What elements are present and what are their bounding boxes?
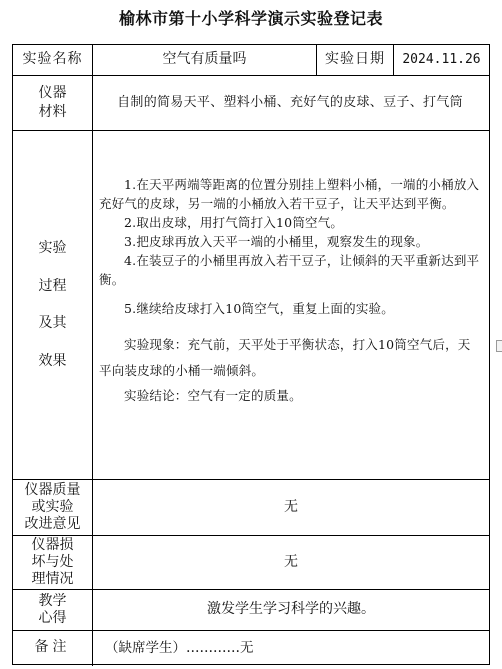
remark-value: （缺席学生）…………无 (105, 639, 254, 656)
reflection-value: 激发学生学习科学的兴趣。 (207, 601, 375, 618)
form-title: 榆林市第十小学科学演示实验登记表 (118, 9, 383, 28)
quality-label: 仪器质量 或实验 改进意见 (24, 482, 81, 532)
quality-value: 无 (284, 498, 298, 515)
damage-value: 无 (284, 553, 298, 570)
process-step: 1.在天平两端等距离的位置分别挂上塑料小桶，一端的小桶放入充好气的皮球，另一端的小桶放入若干豆子，让天平达到平衡。 (99, 177, 480, 211)
registration-table (12, 44, 490, 665)
equipment-value: 自制的简易天平、塑料小桶、充好气的皮球、豆子、打气筒 (117, 95, 463, 110)
experiment-name-value: 空气有质量吗 (162, 51, 247, 68)
process-step: 2.取出皮球，用打气筒打入10筒空气。 (124, 215, 344, 230)
equipment-label: 仪器 材料 (38, 84, 67, 120)
experiment-name-label: 实验名称 (22, 51, 83, 68)
experiment-date-label: 实验日期 (325, 51, 385, 68)
process-step: 4.在装豆子的小桶里再放入若干豆子，让倾斜的天平重新达到平衡。 (99, 253, 480, 287)
reflection-label: 教学 心得 (38, 593, 67, 626)
experiment-conclusion: 实验结论：空气有一定的质量。 (124, 388, 302, 403)
side-scroll-handle[interactable] (496, 340, 502, 352)
experiment-date-value: 2024.11.26 (402, 51, 481, 67)
process-content (99, 175, 483, 475)
damage-label: 仪器损 坏与处 理情况 (31, 537, 74, 587)
process-step: 5.继续给皮球打入10筒空气，重复上面的实验。 (124, 301, 394, 316)
process-step: 3.把皮球再放入天平一端的小桶里，观察发生的现象。 (124, 234, 429, 249)
experiment-phenomenon: 实验现象：充气前，天平处于平衡状态，打入10筒空气后，天平向装皮球的小桶一端倾斜。 (99, 337, 471, 378)
remark-label: 备注 (34, 639, 71, 656)
process-label: 实验 过程 及其 效果 (38, 240, 67, 369)
